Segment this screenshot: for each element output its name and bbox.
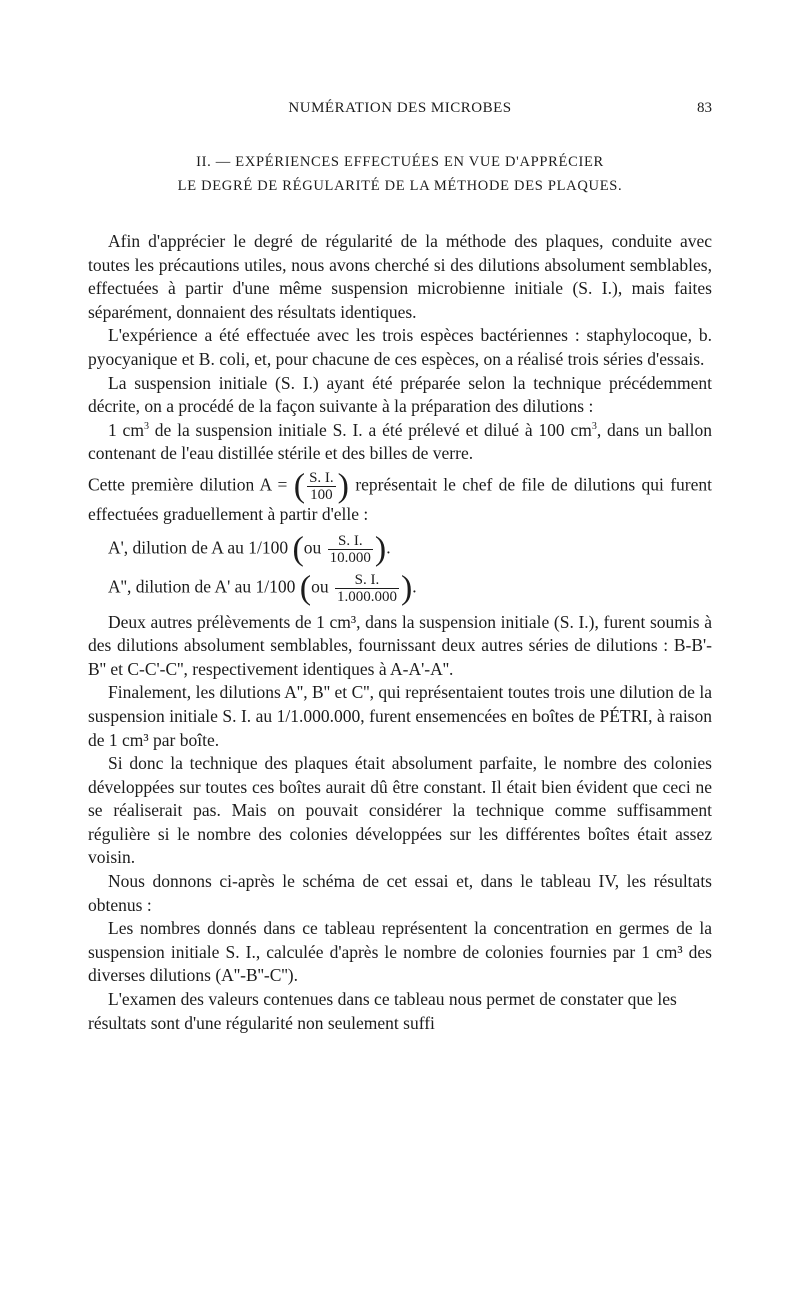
fraction-a-prime-denominator: 10.000: [329, 549, 371, 566]
dilution-list: [88, 530, 712, 607]
running-title: NUMÉRATION DES MICROBES: [288, 100, 512, 116]
paragraph-7: Finalement, les dilutions A'', B'' et C'', qui représentaient toutes trois une dilution de la suspension initiale S. I. au 1/1.000.000, furent ensemencées en boîtes de PÉTRI, à raison de 1 cm³ par boîte.: [88, 682, 712, 750]
paragraph-8: Si donc la technique des plaques était absolument parfaite, le nombre des colonies développées sur toutes ces boîtes aurait dû être constant. Il était bien évident que ceci ne se réaliserait pas. Mais on pouvait considérer la technique comme suffisamment régulière si le nombre des colonies développées sur les différentes boîtes était assez voisin.: [88, 753, 712, 868]
p4-text-c: , dans un ballon contenant de l'eau distillée stérile et des billes de verre.: [88, 419, 712, 464]
paragraph-10: Les nombres donnés dans ce tableau représentent la concentration en germes de la suspension initiale S. I., calculée d'après le nombre de colonies fournies par 1 cm³ des diverses dilutions (A''-B''-C'').: [88, 918, 712, 986]
section-heading: [88, 150, 712, 198]
left-paren: (: [299, 569, 312, 607]
fraction-a-prime-numerator: S. I.: [338, 532, 363, 549]
fraction-a-denominator: 100: [307, 486, 336, 503]
p4-text-a: 1 cm: [108, 419, 144, 440]
body-text: [88, 230, 712, 1035]
running-head: [88, 100, 712, 124]
paragraph-11: L'examen des valeurs contenues dans ce tableau nous permet de constater que les résultats sont d'une régularité non seulement suffi: [88, 989, 677, 1033]
paragraph-6: Deux autres prélèvements de 1 cm³, dans la suspension initiale (S. I.), furent soumis à des dilutions absolument semblables, fournissant deux autres séries de dilutions : B-B'-B'' et C-C'-C'', respectivement identiques à A-A'-A''.: [88, 611, 712, 679]
fraction-a-numerator: S. I.: [309, 469, 334, 486]
p4-sup-1: 3: [143, 420, 149, 432]
paragraph-5: [88, 467, 713, 527]
p4-text-b: de la suspension initiale S. I. a été prélevé et dilué à 100 cm: [148, 419, 592, 440]
eq2-text: A'', dilution de A' au 1/100: [108, 576, 300, 597]
fraction-a-second-denominator: 1.000.000: [336, 588, 397, 605]
eq1-ou: ou: [303, 537, 326, 558]
paragraph-2: L'expérience a été effectuée avec les trois espèces bactériennes : staphylocoque, b. pyocyanique et B. coli, et, pour chacune de ces espèces, on a réalisé trois séries d'essais.: [88, 325, 712, 369]
p5-text-a: Cette première dilution A =: [88, 474, 294, 495]
fraction-a-second: [335, 572, 399, 605]
p4-sup-2: 3: [591, 420, 597, 432]
p5-text-b: représentait le chef de file de dilutions qui furent effectuées graduellement à partir d'elle :: [88, 474, 713, 524]
eq2-ou: ou: [311, 576, 333, 597]
fraction-a: [307, 470, 336, 503]
right-paren: ): [400, 569, 413, 607]
page-number: 83: [697, 100, 712, 116]
paragraph-3: La suspension initiale (S. I.) ayant été préparée selon la technique précédemment décrite, on a procédé de la façon suivante à la préparation des dilutions :: [88, 372, 712, 417]
eq1-text: A', dilution de A au 1/100: [108, 537, 293, 558]
fraction-a-prime: [328, 533, 373, 566]
paragraph-1: Afin d'apprécier le degré de régularité de la méthode des plaques, conduite avec toutes les précautions utiles, nous avons cherché si des dilutions absolument semblables, effectuées à partir d'une même suspension microbienne initiale (S. I.), mais faites séparément, donnaient des résultats identiques.: [88, 231, 712, 322]
dilution-a-prime: A', dilution de A au 1/100 (ou $\frac{S. I.}{10.000}$ ).: [108, 530, 391, 568]
paragraph-4: [88, 419, 712, 466]
paragraph-9: Nous donnons ci-après le schéma de cet essai et, dans le tableau IV, les résultats obtenus :: [88, 871, 712, 915]
fraction-a-second-numerator: S. I.: [354, 571, 380, 588]
left-paren: (: [292, 530, 304, 568]
right-paren: ): [337, 467, 349, 505]
section-heading-line-1: II. — EXPÉRIENCES EFFECTUÉES EN VUE D'APPRÉCIER: [196, 154, 604, 170]
section-heading-line-2: LE DEGRÉ DE RÉGULARITÉ DE LA MÉTHODE DES PLAQUES.: [177, 178, 623, 194]
left-paren: (: [293, 467, 306, 505]
dilution-a-second: A'', dilution de A' au 1/100 (ou $\frac{S. I.}{1.000.000}$ ).: [108, 569, 417, 607]
right-paren: ): [374, 530, 387, 568]
